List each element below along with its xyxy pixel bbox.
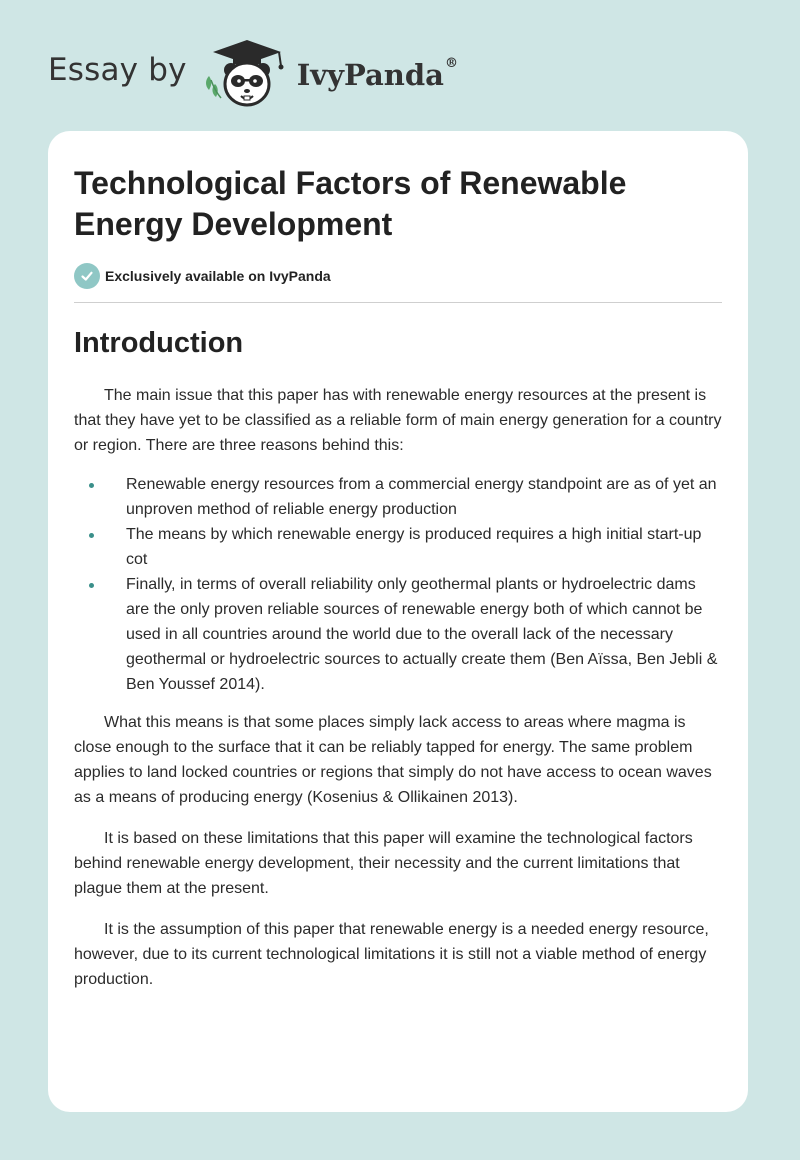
list-item-text: Finally, in terms of overall reliability only geothermal plants or hydroelectric dams are the only proven reliable sources of renewable energy both of which cannot be used in all countries around the world due to the overall lack of the necessary geothermal or hydroelectric sources to actually create them (Ben Aïssa, Ben Jebli & Ben Youssef 2014). xyxy=(126,576,718,693)
check-circle-icon xyxy=(74,263,100,289)
essay-card xyxy=(48,131,748,1112)
intro-paragraph: The main issue that this paper has with renewable energy resources at the present is that they have yet to be classified as a reliable form of main energy generation for a country or region. There are three reasons behind this: xyxy=(74,387,722,454)
bullet-icon xyxy=(89,533,94,538)
bullet-icon xyxy=(89,483,94,488)
section-heading-introduction: Introduction xyxy=(74,327,244,359)
list-item xyxy=(74,522,722,572)
list-item-text: Renewable energy resources from a commercial energy standpoint are as of yet an unproven method of reliable energy production xyxy=(126,476,717,518)
registered-mark: ® xyxy=(444,56,458,71)
body-paragraph: It is based on these limitations that this paper will examine the technological factors behind renewable energy development, their necessity and the current limitations that plague them at the present. xyxy=(74,830,693,897)
logo-wordmark[interactable] xyxy=(297,58,458,92)
page-title: Technological Factors of Renewable Energy Development xyxy=(74,165,627,242)
body-paragraph: What this means is that some places simply lack access to areas where magma is close enough to the surface that it can be reliably tapped for energy. The same problem applies to land locked countries or regions that simply do not have access to ocean waves as a means of producing energy (Kosenius & Ollikainen 2013). xyxy=(74,714,712,806)
body-paragraph: It is the assumption of this paper that renewable energy is a needed energy resource, however, due to its current technological limitations it is still not a viable method of energy production. xyxy=(74,921,709,988)
list-item-text: The means by which renewable energy is produced requires a high initial start-up cot xyxy=(126,526,702,568)
list-item xyxy=(74,572,722,697)
reasons-list xyxy=(74,472,722,697)
divider xyxy=(74,302,722,303)
brand-header xyxy=(48,36,458,110)
exclusive-badge xyxy=(74,263,722,289)
essay-by-label: Essay by xyxy=(48,52,187,88)
bullet-icon xyxy=(89,583,94,588)
logo-name: IvyPanda xyxy=(296,58,444,92)
panda-logo-icon[interactable] xyxy=(201,36,293,110)
exclusive-label: Exclusively available on IvyPanda xyxy=(105,268,331,284)
list-item xyxy=(74,472,722,522)
